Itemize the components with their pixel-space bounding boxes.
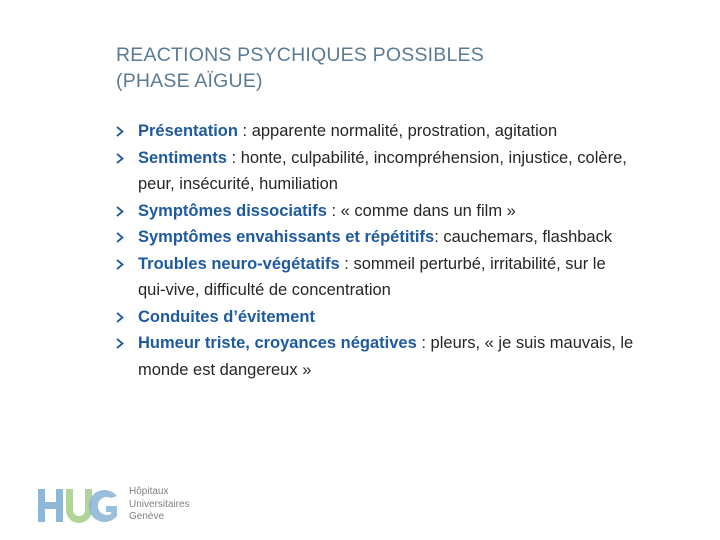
bullet-text: : pleurs, « je suis mauvais, le monde est dangereux » [138,334,634,379]
bullet-text: : apparente normalité, prostration, agitation [237,122,558,140]
list-item [116,145,636,198]
chevron-right-icon [116,338,124,349]
chevron-right-icon [116,312,124,323]
title-line-2: (PHASE AÏGUE) [116,70,263,92]
bullet-text: : sommeil perturbé, irritabilité, sur le qui-vive, difficulté de concentration [138,254,606,299]
chevron-right-icon [116,259,124,270]
bullet-text: : honte, culpabilité, incompréhension, injustice, colère, peur, insécurité, humiliation [138,148,627,193]
chevron-right-icon [116,126,124,137]
list-item [116,118,636,145]
list-item [116,330,636,383]
slide-title [116,42,676,94]
bullet-text: : « comme dans un film » [326,201,516,220]
chevron-right-icon [116,206,124,217]
bullet-heading: Conduites d’évitement [138,307,315,326]
chevron-right-icon [116,153,124,164]
title-line-1: REACTIONS PSYCHIQUES POSSIBLES [116,44,484,66]
bullet-text: : cauchemars, flashback [434,228,613,246]
bullet-heading: Sentiments [138,148,227,167]
list-item [116,304,636,331]
bullet-heading: Troubles neuro-végétatifs [138,254,340,273]
logo-line-2: Universitaires [129,498,190,510]
bullet-heading: Présentation [138,122,238,140]
list-item [116,224,636,251]
hug-logo [38,486,208,526]
list-item [116,251,636,304]
bullet-list [116,118,636,383]
bullet-heading: Symptômes envahissants et répétitifs [138,228,435,246]
chevron-right-icon [116,232,124,243]
list-item [116,198,636,225]
logo-line-3: Genève [129,511,165,522]
bullet-heading: Symptômes dissociatifs [138,201,327,220]
hug-logo-mark [38,486,118,526]
bullet-heading: Humeur triste, croyances négatives [138,334,417,352]
logo-line-1: Hôpitaux [129,486,169,497]
logo-text [129,486,190,524]
